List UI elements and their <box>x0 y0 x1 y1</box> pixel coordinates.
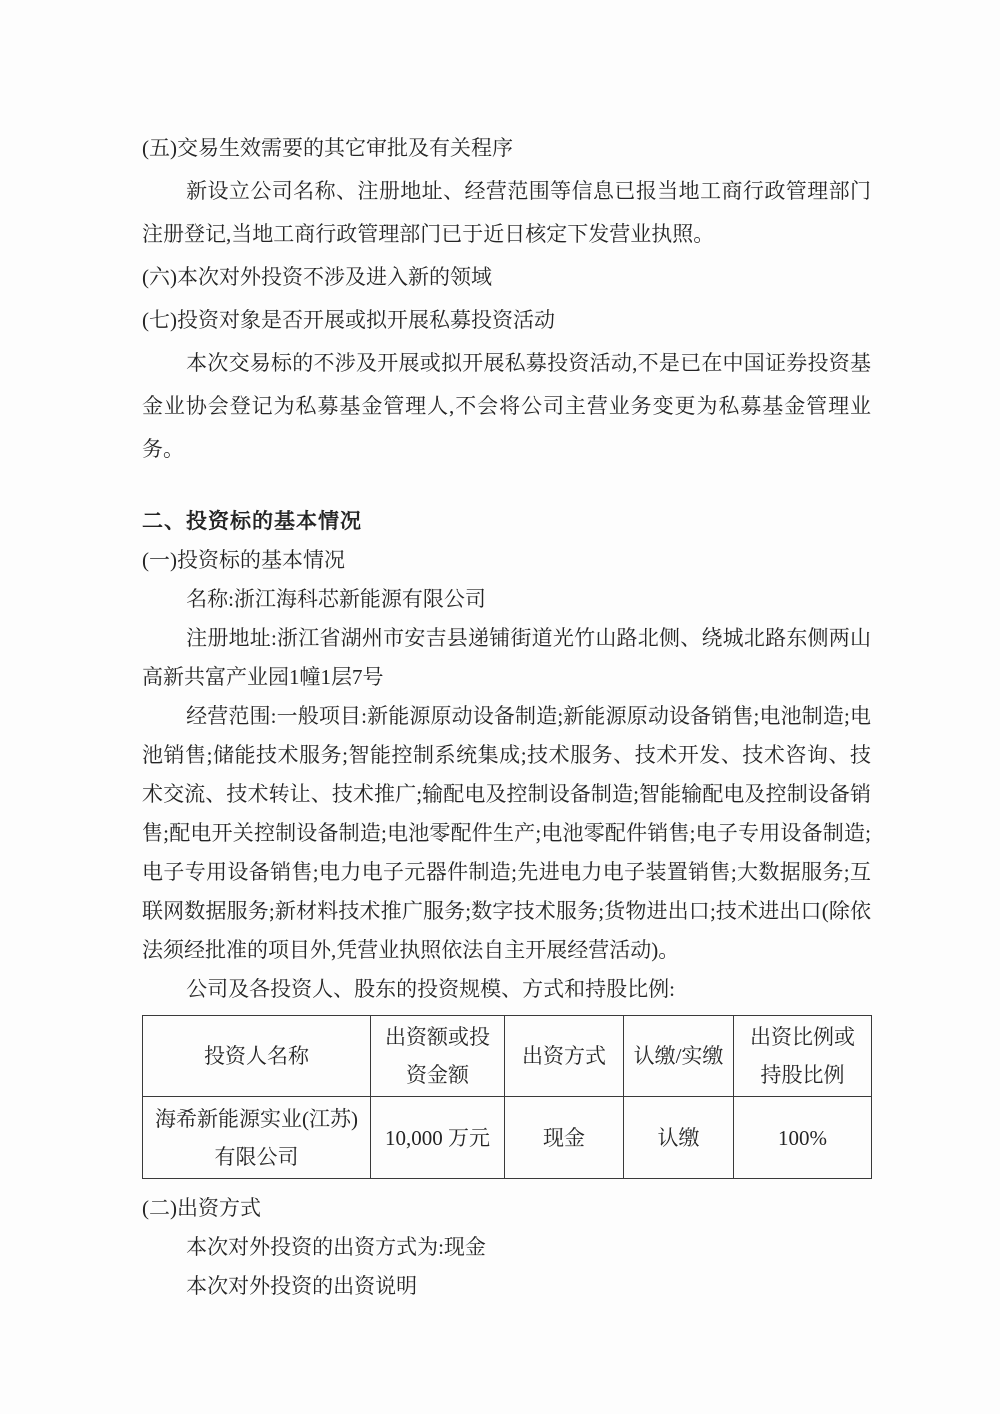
cell-payment-method: 现金 <box>505 1097 624 1179</box>
table-header-row <box>143 1016 872 1097</box>
para-private-fund-statement: 本次交易标的不涉及开展或拟开展私募投资活动,不是已在中国证券投资基金业协会登记为私募基金管理人,不会将公司主营业务变更为私募基金管理业务。 <box>142 351 871 461</box>
line-payment-method-cash: 本次对外投资的出资方式为:现金 <box>186 1235 486 1259</box>
header-investor-name: 投资人名称 <box>143 1016 371 1097</box>
heading-section-2: 二、投资标的基本情况 <box>142 509 362 533</box>
line-payment-explanation: 本次对外投资的出资说明 <box>186 1274 418 1298</box>
cell-contribution: 10,000 万元 <box>371 1097 505 1179</box>
investors-table <box>142 1015 872 1179</box>
heading-item-2-1: (一)投资标的基本情况 <box>142 548 345 572</box>
investors-table-body <box>143 1097 872 1179</box>
header-payment-method: 出资方式 <box>505 1016 624 1097</box>
header-contribution: 出资额或投资金额 <box>371 1016 505 1097</box>
header-subscribed-paid: 认缴/实缴 <box>624 1016 734 1097</box>
cell-ownership-ratio: 100% <box>734 1097 872 1179</box>
heading-item-5: (五)交易生效需要的其它审批及有关程序 <box>142 136 513 160</box>
cell-subscribed-paid: 认缴 <box>624 1097 734 1179</box>
heading-item-7: (七)投资对象是否开展或拟开展私募投资活动 <box>142 308 555 332</box>
cell-investor-name: 海希新能源实业(江苏)有限公司 <box>143 1097 371 1179</box>
line-table-intro: 公司及各投资人、股东的投资规模、方式和持股比例: <box>186 977 675 1001</box>
heading-item-2-2: (二)出资方式 <box>142 1196 261 1220</box>
table-row <box>143 1097 872 1179</box>
document-content <box>142 127 871 1306</box>
investors-table-header <box>143 1016 872 1097</box>
para-registration-filing: 新设立公司名称、注册地址、经营范围等信息已报当地工商行政管理部门注册登记,当地工商行政管理部门已于近日核定下发营业执照。 <box>142 179 871 246</box>
para-registered-address: 注册地址:浙江省湖州市安吉县递铺街道光竹山路北侧、绕城北路东侧两山高新共富产业园1幢1层7号 <box>142 626 871 689</box>
line-company-name: 名称:浙江海科芯新能源有限公司 <box>186 587 486 611</box>
para-business-scope: 经营范围:一般项目:新能源原动设备制造;新能源原动设备销售;电池制造;电池销售;储能技术服务;智能控制系统集成;技术服务、技术开发、技术咨询、技术交流、技术转让、技术推广;输配电及控制设备制造;智能输配电及控制设备销售;配电开关控制设备制造;电池零配件生产;电池零配件销售;电子专用设备制造;电子专用设备销售;电力电子元器件制造;先进电力电子装置销售;大数据服务;互联网数据服务;新材料技术推广服务;数字技术服务;货物进出口;技术进出口(除依法须经批准的项目外,凭营业执照依法自主开展经营活动)。 <box>142 704 871 962</box>
heading-item-6: (六)本次对外投资不涉及进入新的领域 <box>142 265 492 289</box>
header-ownership-ratio: 出资比例或持股比例 <box>734 1016 872 1097</box>
